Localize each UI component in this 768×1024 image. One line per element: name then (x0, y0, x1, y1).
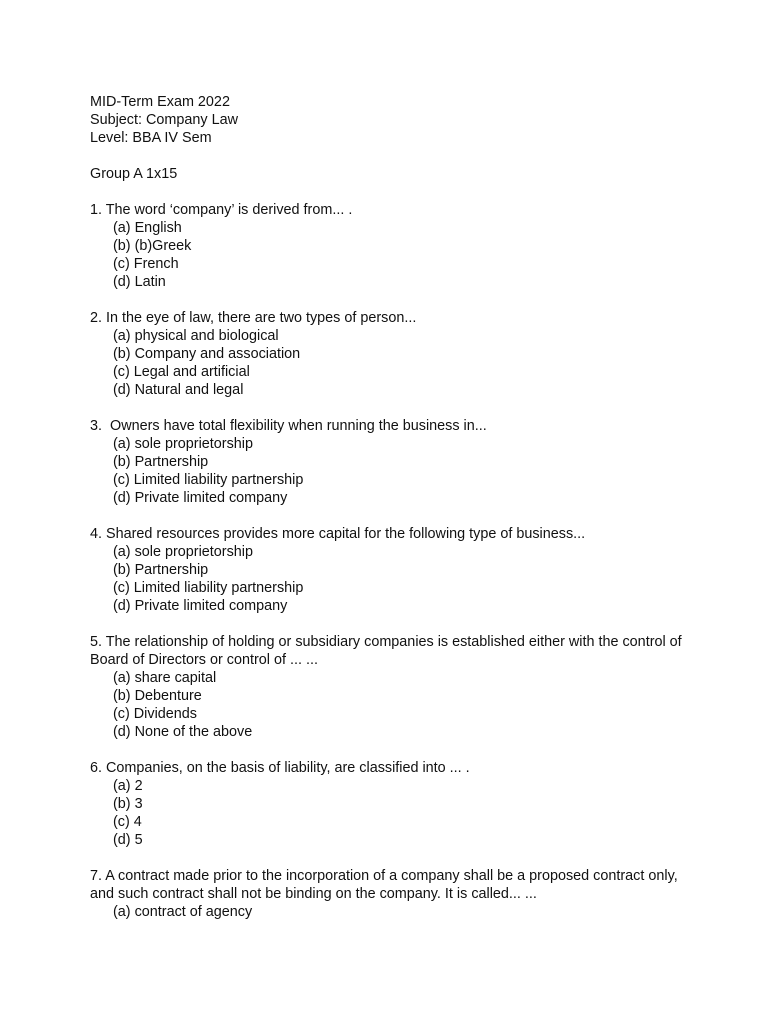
answer-option: (a) 2 (113, 778, 143, 794)
answer-option: (d) 5 (113, 832, 143, 848)
answer-option: (c) Dividends (113, 706, 197, 722)
answer-option: (b) 3 (113, 796, 143, 812)
answer-option: (d) Latin (113, 274, 166, 290)
question-3 (90, 417, 690, 507)
answer-option: (d) Private limited company (113, 598, 288, 614)
option-list (90, 543, 690, 615)
question-text: 4. Shared resources provides more capital for the following type of business... (90, 526, 586, 542)
answer-option: (c) 4 (113, 814, 142, 830)
question-text: 3. Owners have total flexibility when running the business in... (90, 418, 487, 434)
answer-option: (d) None of the above (113, 724, 253, 740)
answer-option: (b) Company and association (113, 346, 301, 362)
exam-content (90, 93, 690, 921)
answer-option: (b) (b)Greek (113, 238, 192, 254)
answer-option: (c) Legal and artificial (113, 364, 250, 380)
question-6 (90, 759, 690, 849)
answer-option: (a) sole proprietorship (113, 544, 253, 560)
question-text: 1. The word ‘company’ is derived from... . (90, 202, 353, 218)
answer-option: (a) sole proprietorship (113, 436, 253, 452)
answer-option: (d) Private limited company (113, 490, 288, 506)
answer-option: (b) Partnership (113, 454, 209, 470)
question-text: 5. The relationship of holding or subsidiary companies is established either with the control of Board of Directors or control of ... ... (90, 634, 686, 668)
option-list (90, 435, 690, 507)
option-list (90, 669, 690, 741)
question-list (90, 201, 690, 921)
question-7 (90, 867, 690, 921)
option-list (90, 777, 690, 849)
answer-option: (b) Partnership (113, 562, 209, 578)
answer-option: (b) Debenture (113, 688, 202, 704)
group-title: Group A 1x15 (90, 166, 178, 182)
question-5 (90, 633, 690, 741)
answer-option: (a) contract of agency (113, 904, 253, 920)
exam-level: Level: BBA IV Sem (90, 130, 212, 146)
answer-option: (c) French (113, 256, 179, 272)
option-list (90, 903, 690, 921)
option-list (90, 219, 690, 291)
exam-subject: Subject: Company Law (90, 112, 238, 128)
answer-option: (c) Limited liability partnership (113, 472, 304, 488)
question-1 (90, 201, 690, 291)
answer-option: (a) physical and biological (113, 328, 279, 344)
exam-title: MID-Term Exam 2022 (90, 94, 230, 110)
option-list (90, 327, 690, 399)
question-text: 7. A contract made prior to the incorporation of a company shall be a proposed contract only, and such contract shall not be binding on the company. It is called... ... (90, 868, 682, 902)
question-text: 2. In the eye of law, there are two types of person... (90, 310, 417, 326)
answer-option: (a) share capital (113, 670, 217, 686)
answer-option: (d) Natural and legal (113, 382, 244, 398)
question-2 (90, 309, 690, 399)
question-4 (90, 525, 690, 615)
answer-option: (c) Limited liability partnership (113, 580, 304, 596)
question-text: 6. Companies, on the basis of liability, are classified into ... . (90, 760, 470, 776)
answer-option: (a) English (113, 220, 182, 236)
